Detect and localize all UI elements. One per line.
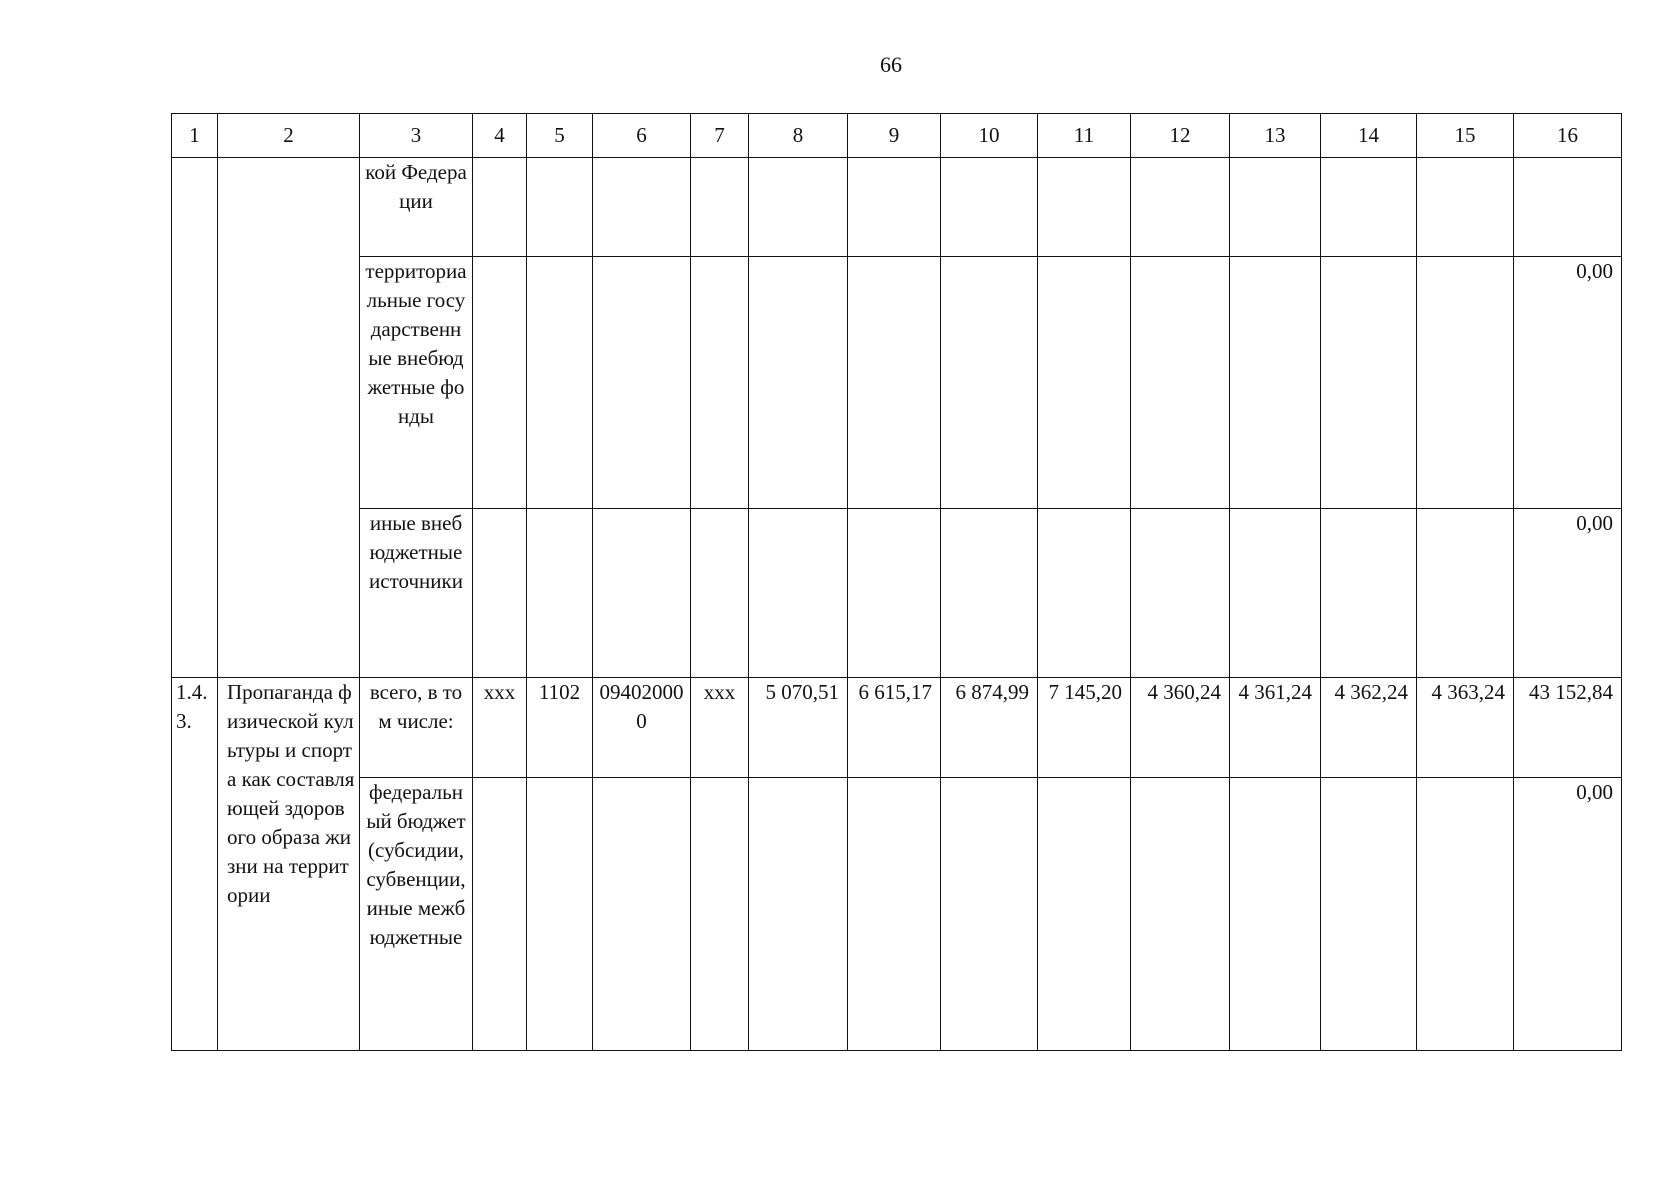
table-cell xyxy=(848,509,941,678)
table-cell xyxy=(1038,158,1131,257)
table-cell xyxy=(527,257,593,509)
header-cell: 11 xyxy=(1038,114,1131,158)
table-cell xyxy=(1514,158,1622,257)
table-row-territorial-funds xyxy=(172,257,1622,509)
table-cell xyxy=(593,778,691,1051)
table-cell xyxy=(848,778,941,1051)
total-value-cell: 0,00 xyxy=(1514,778,1622,1051)
table-cell xyxy=(691,158,749,257)
table-cell xyxy=(1230,778,1321,1051)
table-row-other-sources xyxy=(172,509,1622,678)
header-cell: 6 xyxy=(593,114,691,158)
header-cell: 13 xyxy=(1230,114,1321,158)
item-number-cell: 1.4.3. xyxy=(172,678,218,1051)
funding-source-cell: всего, в том числе: xyxy=(360,678,473,778)
budget-table xyxy=(171,113,1622,1051)
year-value-cell: 4 360,24 xyxy=(1131,678,1230,778)
table-header-row xyxy=(172,114,1622,158)
table-row-item-total xyxy=(172,678,1622,778)
header-cell: 4 xyxy=(473,114,527,158)
table-cell xyxy=(691,778,749,1051)
table-cell xyxy=(1230,158,1321,257)
table-cell xyxy=(1417,778,1514,1051)
table-cell xyxy=(941,158,1038,257)
table-cell xyxy=(749,509,848,678)
table-cell xyxy=(473,158,527,257)
table-cell xyxy=(473,509,527,678)
table-cell xyxy=(1417,509,1514,678)
table-cell xyxy=(691,257,749,509)
header-cell: 2 xyxy=(218,114,360,158)
table-row-federation xyxy=(172,158,1622,257)
table-cell xyxy=(1321,509,1417,678)
funding-source-cell: территориальные государственные внебюджетные фонды xyxy=(360,257,473,509)
year-value-cell: 6 615,17 xyxy=(848,678,941,778)
year-value-cell: 4 363,24 xyxy=(1417,678,1514,778)
funding-source-cell: кой Федерации xyxy=(360,158,473,257)
header-cell: 5 xyxy=(527,114,593,158)
table-cell xyxy=(1321,778,1417,1051)
table-cell xyxy=(473,257,527,509)
header-cell: 8 xyxy=(749,114,848,158)
table-cell xyxy=(941,509,1038,678)
header-cell: 3 xyxy=(360,114,473,158)
total-value-cell: 0,00 xyxy=(1514,509,1622,678)
table-cell: ххх xyxy=(691,678,749,778)
item-name-cell-empty xyxy=(218,158,360,678)
table-cell xyxy=(941,778,1038,1051)
table-cell xyxy=(1131,158,1230,257)
year-value-cell: 4 361,24 xyxy=(1230,678,1321,778)
table-cell xyxy=(848,158,941,257)
table-cell xyxy=(1131,778,1230,1051)
item-number-cell-empty xyxy=(172,158,218,678)
header-cell: 16 xyxy=(1514,114,1622,158)
table-cell xyxy=(1321,158,1417,257)
table-cell xyxy=(941,257,1038,509)
table-cell xyxy=(1038,257,1131,509)
year-value-cell: 5 070,51 xyxy=(749,678,848,778)
table-cell xyxy=(593,158,691,257)
table-cell xyxy=(1321,257,1417,509)
header-cell: 7 xyxy=(691,114,749,158)
table-cell xyxy=(473,778,527,1051)
table-cell xyxy=(1230,509,1321,678)
header-cell: 10 xyxy=(941,114,1038,158)
table-cell xyxy=(1131,509,1230,678)
header-cell: 14 xyxy=(1321,114,1417,158)
total-value-cell: 43 152,84 xyxy=(1514,678,1622,778)
table-cell xyxy=(1230,257,1321,509)
header-cell: 12 xyxy=(1131,114,1230,158)
table-cell xyxy=(1038,778,1131,1051)
table-cell xyxy=(749,257,848,509)
table-cell xyxy=(527,778,593,1051)
year-value-cell: 4 362,24 xyxy=(1321,678,1417,778)
table-cell xyxy=(527,158,593,257)
table-cell: ххх xyxy=(473,678,527,778)
funding-source-cell: иные внебюджетные источники xyxy=(360,509,473,678)
table-cell xyxy=(749,158,848,257)
table-cell: 094020000 xyxy=(593,678,691,778)
table-cell xyxy=(527,509,593,678)
item-name-cell: Пропаганда физической культуры и спорта как составляющей здорового образа жизни на территории xyxy=(218,678,360,1051)
table-cell xyxy=(1131,257,1230,509)
funding-source-cell: федеральный бюджет (субсидии, субвенции, иные межбюджетные xyxy=(360,778,473,1051)
header-cell: 15 xyxy=(1417,114,1514,158)
table-cell xyxy=(749,778,848,1051)
table-cell: 1102 xyxy=(527,678,593,778)
table-cell xyxy=(848,257,941,509)
year-value-cell: 6 874,99 xyxy=(941,678,1038,778)
table-cell xyxy=(593,509,691,678)
total-value-cell: 0,00 xyxy=(1514,257,1622,509)
header-cell: 1 xyxy=(172,114,218,158)
page-number: 66 xyxy=(880,52,902,77)
table-cell xyxy=(1417,257,1514,509)
header-cell: 9 xyxy=(848,114,941,158)
year-value-cell: 7 145,20 xyxy=(1038,678,1131,778)
table-cell xyxy=(1038,509,1131,678)
table-cell xyxy=(593,257,691,509)
table-cell xyxy=(1417,158,1514,257)
table-row-federal-budget xyxy=(172,778,1622,1051)
table-cell xyxy=(691,509,749,678)
